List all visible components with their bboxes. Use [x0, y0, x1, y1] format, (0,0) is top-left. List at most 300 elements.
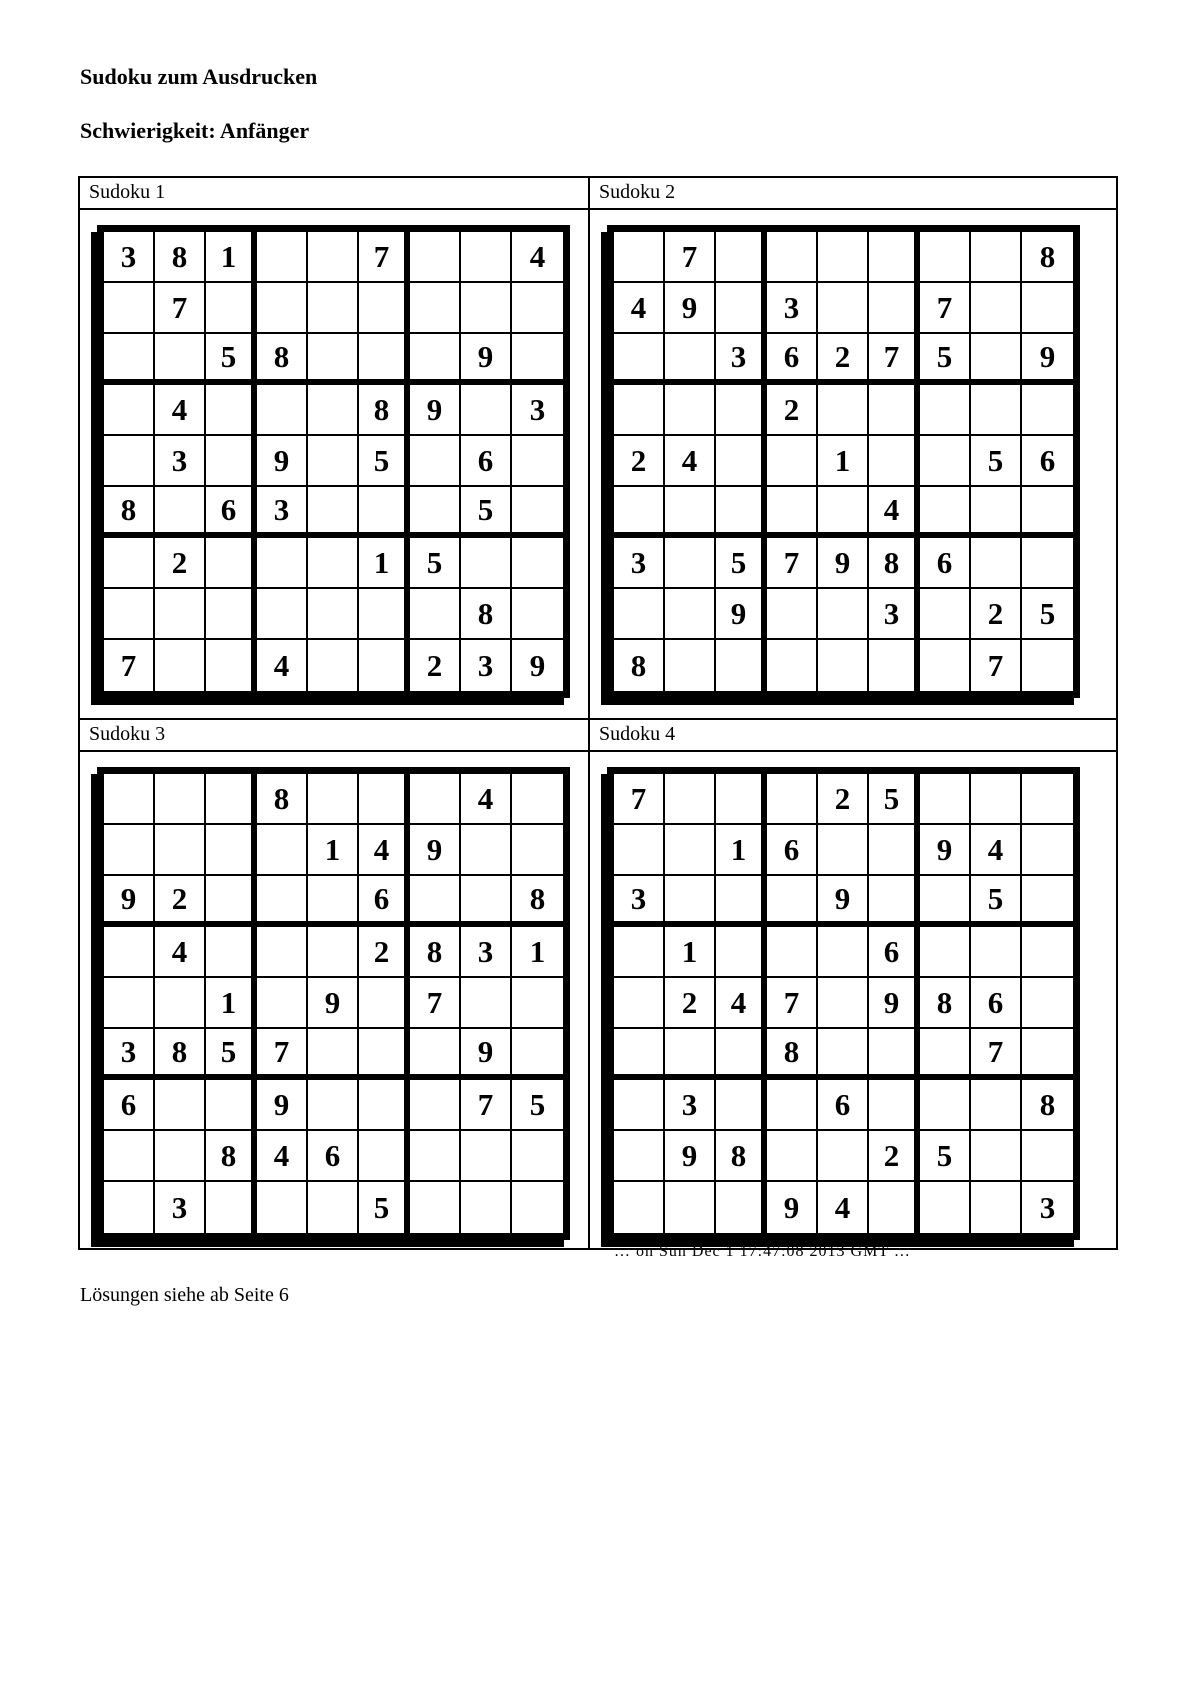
- sudoku-cell: 1: [512, 927, 563, 978]
- sudoku-cell: [155, 825, 206, 876]
- sudoku-cell: 7: [257, 1029, 308, 1080]
- sudoku-cell: 7: [665, 232, 716, 283]
- sudoku-cell: [920, 1080, 971, 1131]
- sudoku-cell: [359, 1080, 410, 1131]
- sudoku-cell: [308, 487, 359, 538]
- sudoku-cell: [716, 487, 767, 538]
- sudoku-cell: [206, 640, 257, 691]
- sudoku-cell: [359, 589, 410, 640]
- sudoku-cell: 2: [410, 640, 461, 691]
- sudoku-cell: 9: [461, 1029, 512, 1080]
- sudoku-cell: [104, 283, 155, 334]
- sudoku-cell: [461, 1182, 512, 1233]
- sudoku-cell: [308, 589, 359, 640]
- page-title: Sudoku zum Ausdrucken: [80, 64, 318, 89]
- sudoku-cell: [155, 334, 206, 385]
- sudoku-cell: [767, 640, 818, 691]
- sudoku-cell: 9: [461, 334, 512, 385]
- sudoku-cell: [869, 1080, 920, 1131]
- sudoku-cell: 4: [869, 487, 920, 538]
- sudoku-cell: [206, 774, 257, 825]
- sudoku-cell: 5: [206, 334, 257, 385]
- sudoku-cell: 1: [308, 825, 359, 876]
- sudoku-cell: [767, 1080, 818, 1131]
- sudoku-cell: [614, 927, 665, 978]
- sudoku-cell: [869, 640, 920, 691]
- sudoku-cell: [767, 436, 818, 487]
- sudoku-cell: 3: [257, 487, 308, 538]
- sudoku-cell: [512, 589, 563, 640]
- sudoku-cell: [104, 334, 155, 385]
- sudoku-cell: 3: [716, 334, 767, 385]
- sudoku-cell: 3: [461, 640, 512, 691]
- sudoku-cell: [104, 385, 155, 436]
- sudoku-cell: [920, 927, 971, 978]
- sudoku-cell: 7: [971, 640, 1022, 691]
- sudoku-cell: [971, 927, 1022, 978]
- sudoku-cell: [716, 385, 767, 436]
- sudoku-cell: [512, 538, 563, 589]
- sudoku-cell: [308, 876, 359, 927]
- sudoku-cell: 1: [716, 825, 767, 876]
- puzzle-label: Sudoku 2: [590, 178, 1116, 210]
- sudoku-cell: 8: [512, 876, 563, 927]
- sudoku-cell: [206, 385, 257, 436]
- sudoku-cell: [818, 589, 869, 640]
- sudoku-cell: [869, 1029, 920, 1080]
- sudoku-cell: [308, 436, 359, 487]
- sudoku-cell: [206, 876, 257, 927]
- sudoku-cell: [971, 1131, 1022, 1182]
- sudoku-cell: [614, 487, 665, 538]
- sudoku-cell: [512, 283, 563, 334]
- sudoku-cell: 2: [818, 334, 869, 385]
- sudoku-grid-4: [607, 767, 1080, 1240]
- sudoku-cell: [614, 232, 665, 283]
- sudoku-cell: 6: [1022, 436, 1073, 487]
- sudoku-cell: [1022, 538, 1073, 589]
- sudoku-cell: [716, 640, 767, 691]
- puzzle-label: Sudoku 4: [590, 720, 1116, 752]
- sudoku-cell: [359, 334, 410, 385]
- sudoku-cell: [257, 876, 308, 927]
- sudoku-cell: [716, 927, 767, 978]
- sudoku-cell: 7: [359, 232, 410, 283]
- sudoku-cell: 3: [614, 538, 665, 589]
- sudoku-cell: [971, 1182, 1022, 1233]
- sudoku-cell: [614, 1182, 665, 1233]
- sudoku-cell: 2: [155, 538, 206, 589]
- sudoku-cell: [920, 487, 971, 538]
- sudoku-cell: 9: [716, 589, 767, 640]
- sudoku-cell: [410, 876, 461, 927]
- sudoku-cell: 4: [257, 1131, 308, 1182]
- sudoku-cell: [971, 232, 1022, 283]
- sudoku-cell: [665, 487, 716, 538]
- sudoku-cell: [308, 232, 359, 283]
- sudoku-cell: [665, 334, 716, 385]
- sudoku-cell: 7: [155, 283, 206, 334]
- sudoku-cell: 9: [529, 648, 546, 683]
- sudoku-cell: 6: [767, 334, 818, 385]
- sudoku-cell: 8: [359, 385, 410, 436]
- sudoku-cell: [869, 1182, 920, 1233]
- sudoku-cell: [920, 385, 971, 436]
- sudoku-cell: [818, 825, 869, 876]
- sudoku-cell: 8: [410, 927, 461, 978]
- sudoku-cell: [716, 1182, 767, 1233]
- sudoku-cell: [410, 283, 461, 334]
- puzzle-label: Sudoku 1: [80, 178, 588, 210]
- sudoku-cell: [206, 1080, 257, 1131]
- sudoku-cell: [257, 1182, 308, 1233]
- sudoku-cell: [512, 487, 563, 538]
- puzzle-cell-2: [590, 178, 1116, 720]
- sudoku-cell: [869, 436, 920, 487]
- sudoku-cell: [818, 1131, 869, 1182]
- sudoku-cell: [614, 334, 665, 385]
- sudoku-cell: [257, 283, 308, 334]
- sudoku-cell: 5: [359, 436, 410, 487]
- sudoku-cell: [614, 978, 665, 1029]
- sudoku-cell: 9: [920, 825, 971, 876]
- sudoku-cell: 2: [665, 978, 716, 1029]
- sudoku-cell: [461, 283, 512, 334]
- sudoku-cell: 8: [920, 978, 971, 1029]
- sudoku-cell: 5: [920, 1131, 971, 1182]
- sudoku-cell: [308, 774, 359, 825]
- sudoku-cell: [818, 1029, 869, 1080]
- sudoku-cell: [359, 640, 410, 691]
- sudoku-cell: [971, 487, 1022, 538]
- sudoku-cell: [920, 876, 971, 927]
- sudoku-cell: [359, 283, 410, 334]
- sudoku-cell: 7: [767, 538, 818, 589]
- sudoku-cell: 3: [155, 1182, 206, 1233]
- sudoku-cell: [461, 978, 512, 1029]
- sudoku-cell: [512, 774, 563, 825]
- sudoku-cell: 2: [869, 1131, 920, 1182]
- sudoku-cell: [308, 385, 359, 436]
- sudoku-cell: 9: [257, 1080, 308, 1131]
- sudoku-cell: [920, 589, 971, 640]
- sudoku-cell: 7: [614, 774, 665, 825]
- sudoku-cell: [716, 436, 767, 487]
- sudoku-cell: [1022, 640, 1073, 691]
- sudoku-cell: [104, 825, 155, 876]
- sudoku-cell: [206, 538, 257, 589]
- sudoku-cell: [410, 1029, 461, 1080]
- sudoku-cell: [971, 283, 1022, 334]
- sudoku-cell: [818, 232, 869, 283]
- sudoku-cell: [308, 538, 359, 589]
- sudoku-cell: [818, 640, 869, 691]
- sudoku-cell: [971, 538, 1022, 589]
- sudoku-cell: [104, 774, 155, 825]
- sudoku-cell: [461, 538, 512, 589]
- sudoku-cell: [104, 978, 155, 1029]
- sudoku-cell: 5: [512, 1080, 563, 1131]
- sudoku-cell: 9: [818, 876, 869, 927]
- sudoku-cell: [665, 1029, 716, 1080]
- sudoku-cell: [869, 232, 920, 283]
- sudoku-cell: [665, 825, 716, 876]
- sudoku-cell: [206, 589, 257, 640]
- sudoku-cell: [818, 927, 869, 978]
- sudoku-cell: 6: [920, 538, 971, 589]
- puzzle-cell-1: [80, 178, 590, 720]
- sudoku-cell: 7: [410, 978, 461, 1029]
- sudoku-cell: [410, 334, 461, 385]
- puzzle-label: Sudoku 3: [80, 720, 588, 752]
- sudoku-cell: 1: [206, 978, 257, 1029]
- sudoku-cell: [767, 487, 818, 538]
- sudoku-cell: [920, 774, 971, 825]
- sudoku-cell: 5: [869, 774, 920, 825]
- sudoku-cell: [1022, 876, 1073, 927]
- sudoku-cell: 2: [614, 436, 665, 487]
- sudoku-cell: [155, 487, 206, 538]
- sudoku-cell: 4: [461, 774, 512, 825]
- sudoku-cell: [869, 385, 920, 436]
- sudoku-cell: 4: [716, 978, 767, 1029]
- sudoku-cell: [410, 487, 461, 538]
- sudoku-cell: [767, 232, 818, 283]
- sudoku-cell: 6: [869, 927, 920, 978]
- sudoku-cell: 8: [155, 232, 206, 283]
- puzzle-cell-4: [590, 720, 1116, 1260]
- solutions-note: Lösungen siehe ab Seite 6: [80, 1284, 289, 1306]
- sudoku-cell: 8: [206, 1131, 257, 1182]
- sudoku-cell: 7: [104, 640, 155, 691]
- sudoku-cell: [512, 1029, 563, 1080]
- sudoku-cell: [512, 825, 563, 876]
- sudoku-cell: 8: [155, 1029, 206, 1080]
- sudoku-cell: 2: [359, 927, 410, 978]
- sudoku-cell: 5: [971, 876, 1022, 927]
- sudoku-cell: [155, 589, 206, 640]
- sudoku-cell: [614, 825, 665, 876]
- sudoku-cell: [257, 927, 308, 978]
- sudoku-cell: 2: [155, 876, 206, 927]
- sudoku-cell: 9: [665, 283, 716, 334]
- sudoku-cell: 5: [971, 436, 1022, 487]
- sudoku-cell: [104, 589, 155, 640]
- sudoku-cell: 3: [869, 589, 920, 640]
- sudoku-cell: 1: [818, 436, 869, 487]
- sudoku-cell: [155, 640, 206, 691]
- sudoku-cell: [410, 1131, 461, 1182]
- sudoku-cell: [716, 774, 767, 825]
- sudoku-cell: 9: [104, 876, 155, 927]
- sudoku-cell: 1: [206, 232, 257, 283]
- sudoku-cell: 8: [1022, 232, 1073, 283]
- sudoku-cell: [818, 283, 869, 334]
- sudoku-cell: 4: [257, 640, 308, 691]
- sudoku-cell: [971, 1080, 1022, 1131]
- sudoku-cell: [1022, 1029, 1073, 1080]
- sudoku-cell: [614, 1080, 665, 1131]
- sudoku-cell: [104, 1182, 155, 1233]
- sudoku-cell: 6: [206, 487, 257, 538]
- sudoku-cell: [257, 825, 308, 876]
- sudoku-cell: 2: [971, 589, 1022, 640]
- sudoku-cell: 3: [155, 436, 206, 487]
- sudoku-cell: 4: [155, 385, 206, 436]
- sudoku-cell: [614, 1131, 665, 1182]
- sudoku-cell: [308, 1029, 359, 1080]
- sudoku-cell: [104, 1131, 155, 1182]
- sudoku-cell: [410, 232, 461, 283]
- sudoku-cell: 8: [716, 1131, 767, 1182]
- sudoku-cell: 4: [818, 1182, 869, 1233]
- sudoku-cell: 9: [818, 538, 869, 589]
- sudoku-cell: 6: [971, 978, 1022, 1029]
- sudoku-cell: 6: [359, 876, 410, 927]
- sudoku-cell: 5: [716, 538, 767, 589]
- sudoku-cell: [104, 436, 155, 487]
- sudoku-cell: [1022, 978, 1073, 1029]
- sudoku-cell: [767, 876, 818, 927]
- sudoku-cell: [206, 1182, 257, 1233]
- sudoku-cell: [359, 1029, 410, 1080]
- sudoku-cell: [716, 1029, 767, 1080]
- sudoku-cell: 3: [104, 1029, 155, 1080]
- sudoku-cell: 3: [665, 1080, 716, 1131]
- sudoku-cell: [359, 487, 410, 538]
- puzzle-cell-3: [80, 720, 590, 1248]
- sudoku-grid-1: [97, 225, 570, 698]
- sudoku-cell: 5: [359, 1182, 410, 1233]
- sudoku-cell: 4: [614, 283, 665, 334]
- sudoku-cell: [308, 334, 359, 385]
- sudoku-cell: 4: [971, 825, 1022, 876]
- sudoku-cell: [308, 1182, 359, 1233]
- sudoku-cell: 8: [461, 589, 512, 640]
- sudoku-cell: [1022, 487, 1073, 538]
- sudoku-cell: [614, 385, 665, 436]
- sudoku-cell: 5: [1022, 589, 1073, 640]
- sudoku-cell: [1022, 385, 1073, 436]
- sudoku-cell: [155, 978, 206, 1029]
- sudoku-cell: 2: [818, 774, 869, 825]
- sudoku-cell: 3: [614, 876, 665, 927]
- sudoku-cell: [716, 283, 767, 334]
- sudoku-grid-3: [97, 767, 570, 1240]
- sudoku-cell: [971, 385, 1022, 436]
- sudoku-cell: [410, 774, 461, 825]
- sudoku-cell: [461, 876, 512, 927]
- sudoku-cell: [308, 927, 359, 978]
- sudoku-cell: 5: [206, 1029, 257, 1080]
- sudoku-cell: 8: [1022, 1080, 1073, 1131]
- page-subtitle: Schwierigkeit: Anfänger: [80, 118, 310, 143]
- sudoku-cell: 9: [869, 978, 920, 1029]
- sudoku-cell: [410, 1080, 461, 1131]
- sudoku-cell: [665, 589, 716, 640]
- sudoku-cell: 9: [767, 1182, 818, 1233]
- sudoku-cell: 3: [461, 927, 512, 978]
- sudoku-cell: [461, 1131, 512, 1182]
- sudoku-cell: [869, 876, 920, 927]
- sudoku-cell: [767, 927, 818, 978]
- sudoku-cell: 5: [461, 487, 512, 538]
- sudoku-cell: 1: [665, 927, 716, 978]
- sudoku-cell: [665, 385, 716, 436]
- sudoku-cell: 2: [767, 385, 818, 436]
- sudoku-cell: [869, 283, 920, 334]
- sudoku-cell: [155, 774, 206, 825]
- sudoku-cell: [614, 589, 665, 640]
- sudoku-cell: [155, 1131, 206, 1182]
- sudoku-grid-2: [607, 225, 1080, 698]
- sudoku-cell: [1022, 1131, 1073, 1182]
- sudoku-cell: 7: [869, 334, 920, 385]
- sudoku-cell: [971, 334, 1022, 385]
- sudoku-cell: [410, 436, 461, 487]
- sudoku-cell: 9: [308, 978, 359, 1029]
- sudoku-cell: 7: [767, 978, 818, 1029]
- sudoku-cell: [716, 1080, 767, 1131]
- sudoku-cell: [104, 927, 155, 978]
- sudoku-cell: [206, 283, 257, 334]
- sudoku-cell: [257, 978, 308, 1029]
- sudoku-cell: [665, 640, 716, 691]
- sudoku-cell: 8: [257, 774, 308, 825]
- sudoku-cell: [359, 978, 410, 1029]
- sudoku-cell: 9: [410, 825, 461, 876]
- sudoku-cell: [869, 825, 920, 876]
- sudoku-cell: 7: [461, 1080, 512, 1131]
- sudoku-cell: 4: [359, 825, 410, 876]
- sudoku-cell: [1022, 774, 1073, 825]
- sudoku-cell: [104, 538, 155, 589]
- sudoku-cell: [920, 640, 971, 691]
- sudoku-cell: 1: [359, 538, 410, 589]
- sudoku-cell: 8: [869, 538, 920, 589]
- generator-timestamp-clipped: … on Sun Dec 1 17:47:08 2013 GMT …: [614, 1243, 911, 1260]
- sudoku-cell: 6: [104, 1080, 155, 1131]
- sudoku-cell: 5: [920, 334, 971, 385]
- sudoku-cell: [206, 825, 257, 876]
- sudoku-cell: 3: [512, 385, 563, 436]
- sudoku-cell: [257, 589, 308, 640]
- sudoku-cell: 6: [308, 1131, 359, 1182]
- sudoku-cell: [665, 774, 716, 825]
- sudoku-cell: [461, 232, 512, 283]
- sudoku-cell: [512, 978, 563, 1029]
- sudoku-cell: [818, 385, 869, 436]
- sudoku-cell: [1022, 927, 1073, 978]
- sudoku-cell: [971, 774, 1022, 825]
- sudoku-cell: 4: [665, 436, 716, 487]
- sudoku-cell: 9: [410, 385, 461, 436]
- sudoku-cell: 3: [767, 283, 818, 334]
- sudoku-cell: 8: [767, 1029, 818, 1080]
- sudoku-cell: [512, 1182, 563, 1233]
- sudoku-cell: [614, 1029, 665, 1080]
- sudoku-cell: [920, 1182, 971, 1233]
- sudoku-cell: 6: [767, 825, 818, 876]
- sudoku-cell: [920, 1029, 971, 1080]
- sudoku-cell: [257, 385, 308, 436]
- sudoku-cell: [818, 978, 869, 1029]
- sudoku-cell: [1022, 283, 1073, 334]
- sudoku-cell: 9: [257, 436, 308, 487]
- sudoku-cell: 9: [1022, 334, 1073, 385]
- sudoku-cell: 7: [920, 283, 971, 334]
- sudoku-cell: [308, 640, 359, 691]
